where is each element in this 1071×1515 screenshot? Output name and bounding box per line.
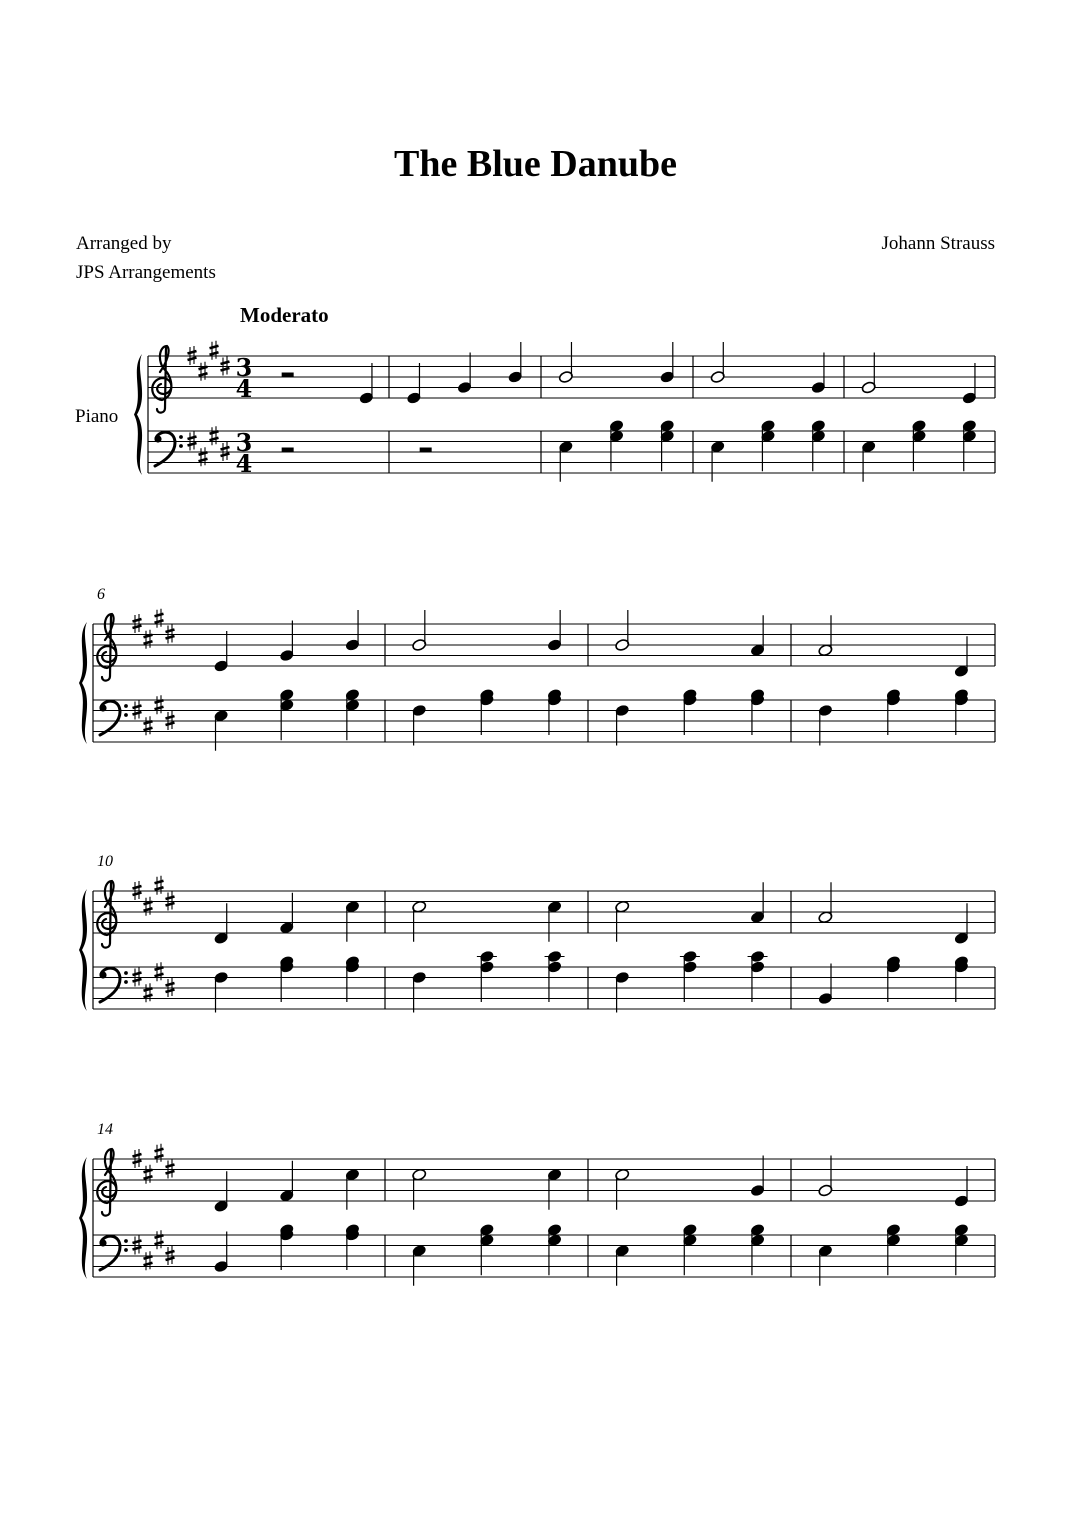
note <box>279 621 294 663</box>
arranger-line-1: Arranged by <box>76 233 172 254</box>
system <box>79 1144 995 1286</box>
score-title: The Blue Danube <box>394 143 677 185</box>
note <box>861 440 876 482</box>
note <box>750 882 765 924</box>
note <box>558 342 573 384</box>
bass-clef-head <box>99 1239 106 1246</box>
instrument-label: Piano <box>75 406 119 427</box>
note <box>479 1223 494 1275</box>
measure <box>279 363 374 452</box>
note <box>345 688 360 740</box>
measure <box>213 610 360 751</box>
time-signature-denominator: 4 <box>235 449 253 478</box>
brace <box>134 354 142 475</box>
sharp-stem <box>157 876 161 895</box>
sharp-sign <box>144 897 153 916</box>
note <box>213 971 228 1013</box>
note <box>412 1168 427 1210</box>
sharp-bar <box>155 700 164 709</box>
measure <box>213 893 360 1013</box>
note <box>911 419 926 471</box>
note <box>660 419 675 471</box>
sharp-sign <box>155 695 164 714</box>
half-rest <box>282 373 294 378</box>
bass-clef-dot <box>124 704 128 708</box>
sharp-bar <box>155 1149 164 1158</box>
sharp-sign <box>144 1165 153 1184</box>
bass-clef-head <box>99 971 106 978</box>
sharp-sign <box>144 716 153 735</box>
measure <box>818 882 969 1005</box>
sharp-stem <box>146 630 150 649</box>
sharp-sign <box>155 1144 164 1163</box>
note <box>818 882 833 924</box>
note <box>547 1168 562 1210</box>
note <box>457 353 472 395</box>
note <box>818 704 833 746</box>
bass-clef-head <box>99 704 106 711</box>
sharp-bar <box>210 346 219 355</box>
sharp-bar <box>155 614 164 623</box>
sharp-stem <box>157 962 161 981</box>
note <box>547 900 562 942</box>
measure-number: 10 <box>97 853 113 870</box>
measure-number: 6 <box>97 586 105 603</box>
note <box>682 688 697 735</box>
note <box>615 704 630 746</box>
note <box>818 1156 833 1198</box>
sharp-sign <box>155 1230 164 1249</box>
note <box>886 688 901 735</box>
note <box>750 688 765 735</box>
note <box>760 419 775 471</box>
sharp-bar <box>199 452 208 461</box>
measure <box>412 900 565 1012</box>
note <box>962 363 977 405</box>
note <box>279 688 294 740</box>
note <box>954 955 969 1002</box>
measure <box>615 610 766 746</box>
note <box>886 1223 901 1275</box>
note <box>615 1168 630 1210</box>
sharp-bar <box>144 902 153 911</box>
note <box>954 636 969 678</box>
sharp-stem <box>212 341 216 360</box>
sharp-stem <box>146 897 150 916</box>
sharp-sign <box>199 362 208 381</box>
sharp-bar <box>144 635 153 644</box>
note <box>954 688 969 735</box>
note <box>545 950 565 1002</box>
note <box>818 615 833 657</box>
note <box>615 1244 630 1286</box>
note <box>412 971 427 1013</box>
note <box>547 688 562 735</box>
composer-credit: Johann Strauss <box>881 233 995 254</box>
system <box>79 609 995 751</box>
note <box>412 704 427 746</box>
sharp-sign <box>144 630 153 649</box>
sharp-stem <box>157 695 161 714</box>
sharp-sign <box>210 341 219 360</box>
sharp-bar <box>144 1256 153 1265</box>
sharp-sign <box>155 876 164 895</box>
note <box>818 1244 833 1286</box>
note <box>213 709 228 751</box>
bass-clef-dot <box>124 713 128 717</box>
note <box>615 900 630 942</box>
note <box>213 1171 228 1213</box>
note <box>279 955 294 1002</box>
note <box>886 955 901 1002</box>
sharp-stem <box>157 609 161 628</box>
note <box>508 342 523 384</box>
half-rest <box>282 448 294 453</box>
sharp-stem <box>146 1251 150 1270</box>
time-signature-numerator: 3 <box>235 428 253 457</box>
bass-clef-dot <box>179 435 183 439</box>
system <box>79 876 995 1013</box>
measure <box>710 342 826 482</box>
sharp-sign <box>155 962 164 981</box>
note <box>558 440 573 482</box>
tempo-marking: Moderato <box>240 303 329 327</box>
measure <box>558 342 675 482</box>
measure <box>412 1168 563 1286</box>
note <box>345 1223 360 1270</box>
sharp-stem <box>146 983 150 1002</box>
sharp-sign <box>144 983 153 1002</box>
note <box>279 893 294 935</box>
note <box>962 419 977 471</box>
note <box>359 363 374 405</box>
sharp-stem <box>212 426 216 445</box>
sharp-bar <box>210 431 219 440</box>
note <box>279 1161 294 1203</box>
brace <box>79 1157 87 1279</box>
note <box>615 971 630 1013</box>
sharp-sign <box>155 609 164 628</box>
note <box>680 950 700 1002</box>
note <box>412 1244 427 1286</box>
sharp-stem <box>146 716 150 735</box>
sharp-bar <box>144 988 153 997</box>
arranger-line-2: JPS Arrangements <box>76 262 216 283</box>
note <box>547 1223 562 1275</box>
note <box>477 950 497 1002</box>
sharp-bar <box>155 967 164 976</box>
sharp-bar <box>155 881 164 890</box>
note <box>818 964 833 1006</box>
note <box>954 1223 969 1275</box>
measure <box>406 342 523 452</box>
note <box>750 1156 765 1198</box>
note <box>609 419 624 471</box>
sharp-bar <box>144 1170 153 1179</box>
bass-clef-dot <box>124 980 128 984</box>
bass-clef-dot <box>124 971 128 975</box>
bass-clef-dot <box>124 1248 128 1252</box>
note <box>811 419 826 471</box>
sharp-stem <box>157 1230 161 1249</box>
sharp-bar <box>199 367 208 376</box>
sharp-bar <box>144 721 153 730</box>
note <box>710 342 725 384</box>
sharp-bar <box>155 1235 164 1244</box>
note <box>479 688 494 735</box>
note <box>213 903 228 945</box>
note <box>412 610 427 652</box>
note <box>345 900 360 942</box>
brace <box>79 889 87 1011</box>
sharp-stem <box>157 1144 161 1163</box>
note <box>811 353 826 395</box>
half-rest <box>420 448 432 453</box>
sharp-stem <box>201 362 205 381</box>
note <box>660 342 675 384</box>
brace <box>79 622 87 744</box>
note <box>682 1223 697 1275</box>
measure-number: 14 <box>97 1121 113 1138</box>
note <box>710 440 725 482</box>
note <box>279 1223 294 1270</box>
sharp-sign <box>199 447 208 466</box>
sharp-sign <box>144 1251 153 1270</box>
system <box>134 341 995 482</box>
sharp-stem <box>146 1165 150 1184</box>
note <box>213 1232 228 1274</box>
note <box>750 615 765 657</box>
bass-clef-dot <box>179 444 183 448</box>
note <box>406 363 421 405</box>
note <box>615 610 630 652</box>
time-signature-denominator: 4 <box>235 374 253 403</box>
note <box>954 903 969 945</box>
bass-clef-head <box>154 435 161 442</box>
note <box>748 950 768 1002</box>
note <box>954 1166 969 1208</box>
note <box>412 900 427 942</box>
sharp-stem <box>201 447 205 466</box>
note <box>213 631 228 673</box>
note <box>345 610 360 652</box>
note <box>861 353 876 395</box>
sharp-sign <box>210 426 219 445</box>
note <box>345 1168 360 1210</box>
note <box>750 1223 765 1275</box>
note <box>547 610 562 652</box>
time-signature-numerator: 3 <box>235 353 253 382</box>
bass-clef-dot <box>124 1239 128 1243</box>
measure <box>412 610 563 746</box>
note <box>345 955 360 1002</box>
